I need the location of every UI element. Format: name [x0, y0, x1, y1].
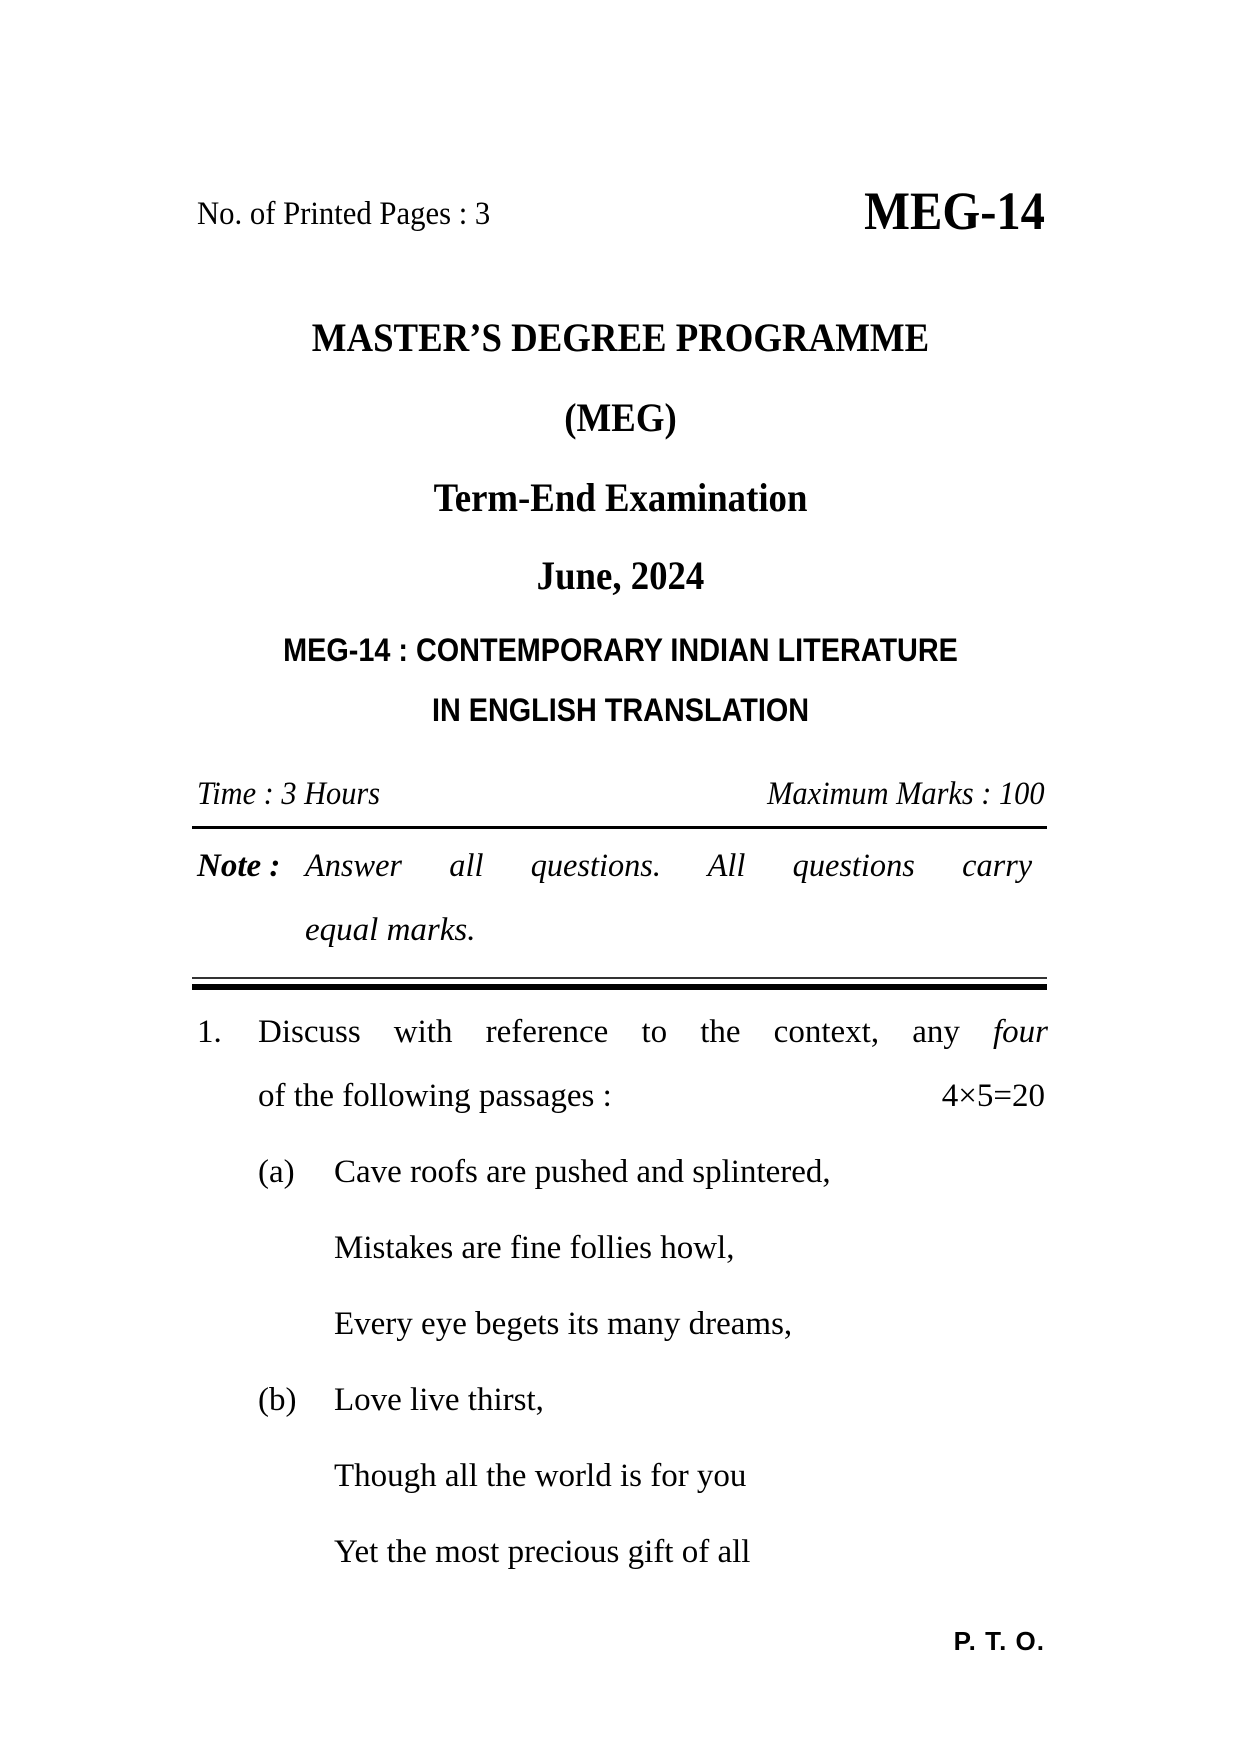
course-title-line2: IN ENGLISH TRANSLATION	[431, 692, 810, 728]
verse-line: Love live thirst,	[334, 1382, 544, 1418]
maximum-marks: Maximum Marks : 100	[767, 776, 1045, 812]
double-rule-thin	[192, 977, 1047, 979]
verse-line: Mistakes are fine follies howl,	[334, 1230, 735, 1266]
verse-line: Yet the most precious gift of all	[334, 1534, 751, 1570]
question-emphasis: four	[992, 1014, 1048, 1050]
question-marks: 4×5=20	[941, 1078, 1045, 1114]
programme-title: MASTER’S DEGREE PROGRAMME	[311, 315, 930, 360]
please-turn-over: P. T. O.	[953, 1626, 1045, 1656]
question-text-line1	[258, 1014, 1048, 1051]
divider-rule	[192, 826, 1047, 829]
programme-abbreviation: (MEG)	[564, 395, 677, 440]
double-rule-thick	[192, 984, 1047, 990]
passage-label: (a)	[258, 1154, 295, 1190]
verse-line: Every eye begets its many dreams,	[334, 1306, 793, 1342]
note-text-line1: Answer all questions. All questions carry	[305, 848, 1033, 884]
exam-date: June, 2024	[536, 553, 705, 598]
paper-code: MEG-14	[864, 181, 1045, 241]
note-text-line2: equal marks.	[305, 912, 476, 948]
exam-type: Term-End Examination	[433, 475, 808, 520]
verse-line: Cave roofs are pushed and splintered,	[334, 1154, 831, 1190]
question-text-line2: of the following passages :	[258, 1078, 612, 1114]
passage-label: (b)	[258, 1382, 297, 1418]
course-title-line1: MEG-14 : CONTEMPORARY INDIAN LITERATURE	[283, 632, 958, 668]
question-number: 1.	[197, 1014, 222, 1050]
note-label: Note :	[197, 848, 281, 884]
printed-pages-count: No. of Printed Pages : 3	[197, 196, 491, 232]
verse-line: Though all the world is for you	[334, 1458, 747, 1494]
exam-duration: Time : 3 Hours	[197, 776, 381, 812]
question-text: Discuss with reference to the context, any	[258, 1014, 993, 1050]
